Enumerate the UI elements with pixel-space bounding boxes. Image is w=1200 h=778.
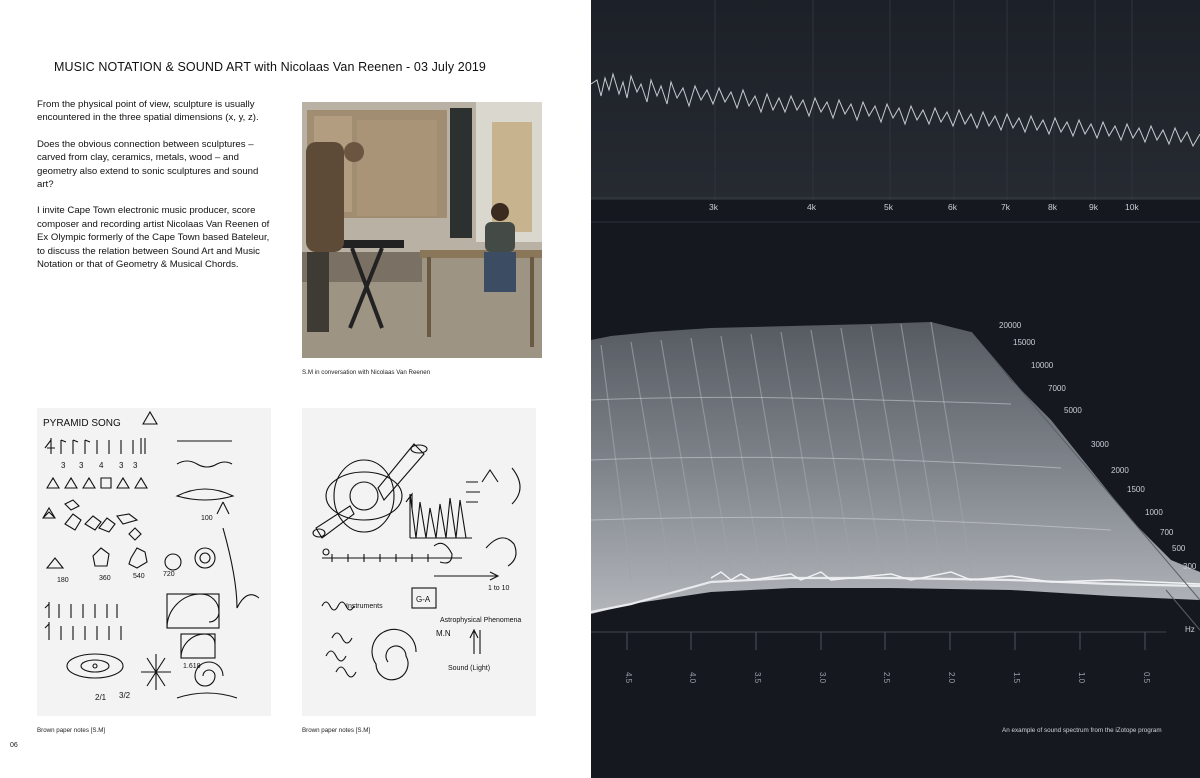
sketch-number-2: 3 [79,461,84,470]
photo-caption: S.M in conversation with Nicolaas Van Reenen [302,369,431,376]
time-label-3-0: 3.0 [818,672,827,684]
sketch-range: 1 to 10 [488,585,510,592]
freq-label-7k: 7k [1001,202,1010,212]
hz-label-1000: 1000 [1145,508,1163,517]
spectrum-caption: An example of sound spectrum from the iZotope program [1002,727,1162,734]
time-label-1-5: 1.5 [1012,672,1021,684]
sketch-ratio-1: 2/1 [95,693,107,702]
spectrum-panel [591,0,1200,778]
sketch-mn-label: M.N [436,629,451,638]
paragraph-2: Does the obvious connection between sculptures – carved from clay, ceramics, metals, wood – and geometry also extend to sonic sculptures and sound art? [37,138,259,191]
freq-label-8k: 8k [1048,202,1057,212]
hz-label-3000: 3000 [1091,440,1109,449]
hz-label-1500: 1500 [1127,485,1145,494]
hz-label-700: 700 [1160,528,1174,537]
time-label-4-5: 4.5 [624,672,633,684]
sketch-number-4: 3 [119,461,124,470]
hz-unit-label: Hz [1185,625,1195,634]
hz-label-7000: 7000 [1048,384,1066,393]
sketch-angle-1: 180 [57,577,69,584]
freq-label-5k: 5k [884,202,893,212]
freq-label-9k: 9k [1089,202,1098,212]
page-number: 06 [10,742,18,749]
body-text [37,98,275,284]
time-label-1-0: 1.0 [1077,672,1086,684]
sketch-ga-label: G-A [416,595,431,604]
page-title: MUSIC NOTATION & SOUND ART with Nicolaas Van Reenen - 03 July 2019 [54,60,486,74]
sketch-sound-light: Sound (Light) [448,665,491,672]
freq-label-4k: 4k [807,202,816,212]
hz-label-20000: 20000 [999,321,1022,330]
hz-label-5000: 5000 [1064,406,1082,415]
time-label-3-5: 3.5 [753,672,762,684]
sketch-golden-ratio: 1.618 [183,663,201,670]
sketch-number-5: 3 [133,461,138,470]
freq-label-3k: 3k [709,202,718,212]
hz-label-2000: 2000 [1111,466,1129,475]
freq-label-10k: 10k [1125,202,1139,212]
sketch-scale: 100 [201,515,213,522]
hz-label-300: 300 [1183,562,1197,571]
spectrum-graphic [591,0,1200,778]
time-label-0-5: 0.5 [1142,672,1151,684]
astrophysics-sketch [302,408,536,716]
time-label-2-5: 2.5 [882,672,891,684]
conversation-photo [302,102,542,358]
sketch-left-caption: Brown paper notes [S.M] [37,727,106,734]
sketch-number-3: 4 [99,461,104,470]
sketch-right-caption: Brown paper notes [S.M] [302,727,371,734]
time-label-4-0: 4.0 [688,672,697,684]
sketch-ratio-2: 3/2 [119,691,131,700]
sketch-heading: PYRAMID SONG [43,418,121,429]
sketch-number-1: 3 [61,461,66,470]
hz-label-10000: 10000 [1031,361,1054,370]
sketch-instruments: Instruments [346,603,383,610]
sketch-angle-2: 360 [99,575,111,582]
pyramid-song-sketch [37,408,271,716]
sketch-astrophysical: Astrophysical Phenomena [440,617,522,624]
sketch-angle-3: 540 [133,573,145,580]
hz-label-15000: 15000 [1013,338,1036,347]
hz-label-500: 500 [1172,544,1186,553]
paragraph-3: I invite Cape Town electronic music producer, score composer and recording artist Nicolaas Van Reenen of Ex Olympic formerly of the Cape Town based Bateleur, to discuss the relation between Sound Art and Music Notation or that of Geometry & Musical Chords. [37,205,270,271]
left-page [0,0,591,778]
paragraph-1: From the physical point of view, sculpture is usually encountered in the three spatial dimensions (x, y, z). [37,99,259,124]
sketch-angle-4: 720 [163,571,175,578]
time-label-2-0: 2.0 [947,672,956,684]
freq-label-6k: 6k [948,202,957,212]
